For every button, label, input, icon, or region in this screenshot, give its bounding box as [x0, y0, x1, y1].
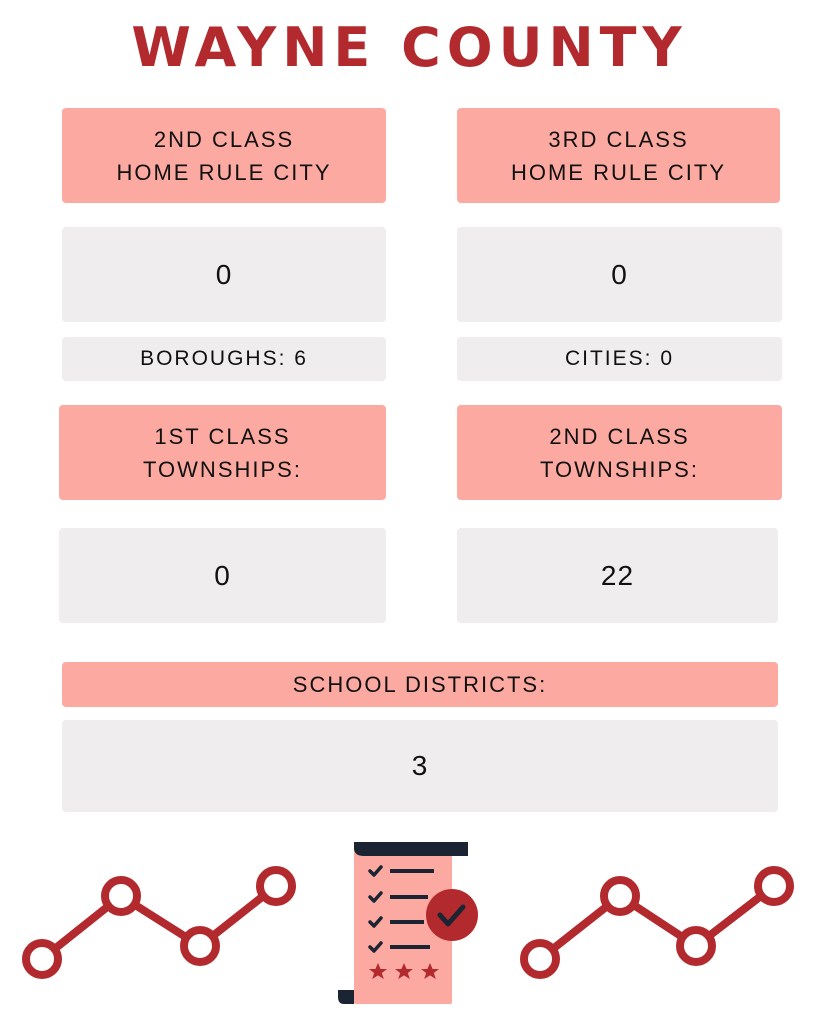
boroughs-count: BOROUGHS: 6	[62, 337, 386, 381]
third-class-home-rule-value: 0	[457, 227, 782, 322]
second-class-townships-header	[457, 405, 782, 500]
first-class-townships-header	[59, 405, 386, 500]
school-districts-header: SCHOOL DISTRICTS:	[62, 662, 778, 707]
header-line-1: 1ST CLASS	[154, 423, 291, 449]
header-line-1: 2ND CLASS	[153, 126, 295, 152]
cities-count: CITIES: 0	[457, 337, 782, 381]
second-class-home-rule-value: 0	[62, 227, 386, 322]
school-districts-value: 3	[62, 720, 778, 812]
line-chart-icon	[20, 862, 300, 980]
header-line-2: TOWNSHIPS:	[143, 456, 302, 482]
header-line-2: HOME RULE CITY	[116, 159, 332, 185]
header-line-2: HOME RULE CITY	[510, 159, 727, 185]
checklist-scroll-icon	[334, 838, 484, 1010]
first-class-townships-value: 0	[59, 528, 386, 623]
header-line-1: 2ND CLASS	[549, 423, 690, 449]
header-line-2: TOWNSHIPS:	[540, 456, 699, 482]
second-class-home-rule-header	[62, 108, 386, 203]
line-chart-icon	[520, 862, 800, 980]
header-line-1: 3RD CLASS	[548, 126, 689, 152]
second-class-townships-value: 22	[457, 528, 778, 623]
third-class-home-rule-header	[457, 108, 780, 203]
page-title: WAYNE COUNTY	[131, 16, 688, 79]
